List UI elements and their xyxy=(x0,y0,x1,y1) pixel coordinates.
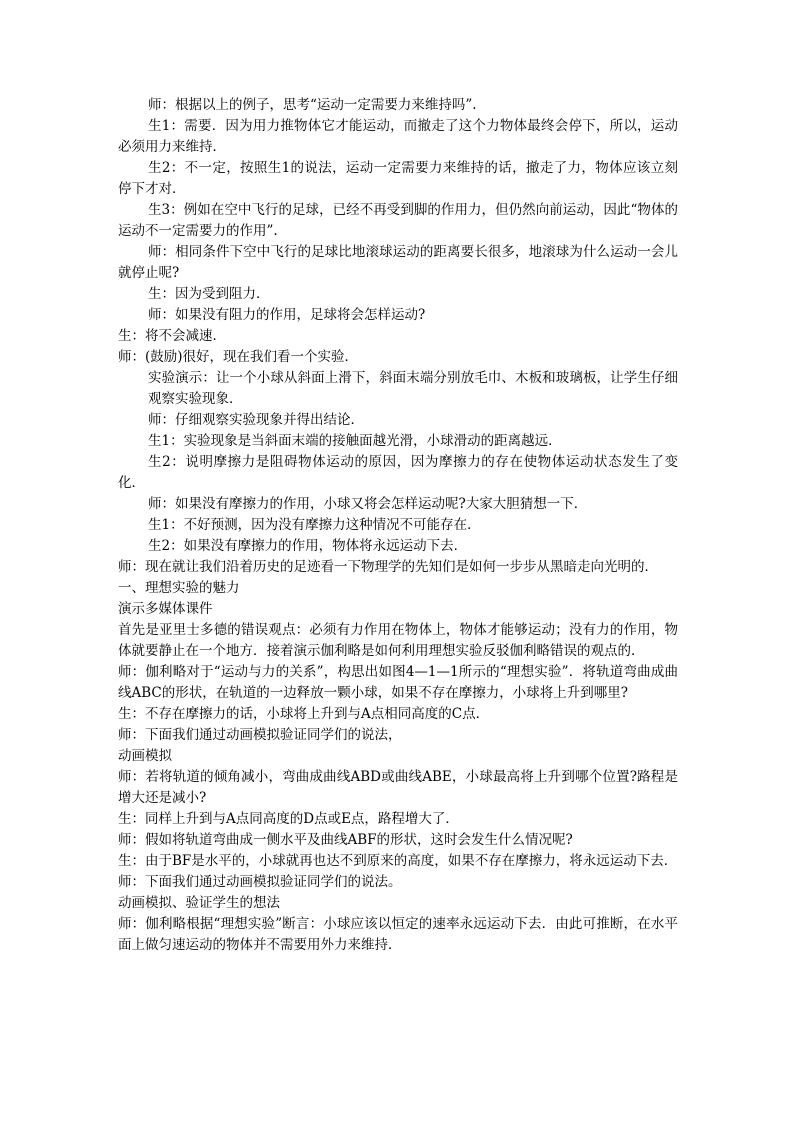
paragraph: 生2：不一定，按照生1的说法，运动一定需要力来维持的话，撤走了力，物体应该立刻停下才对． xyxy=(118,160,678,197)
paragraph: 生：同样上升到与A点同高度的D点或E点，路程增大了． xyxy=(118,811,459,827)
document-body xyxy=(118,95,678,956)
paragraph: 生2：说明摩擦力是阻碍物体运动的原因，因为摩擦力的存在使物体运动状态发生了变化． xyxy=(118,454,678,491)
paragraph: 师：如果没有阻力的作用，足球将会怎样运动? xyxy=(148,307,426,323)
paragraph: 动画模拟 xyxy=(118,748,172,764)
section-heading: 一、理想实验的魅力 xyxy=(118,580,240,596)
paragraph: 动画模拟、验证学生的想法 xyxy=(118,895,280,911)
paragraph: 生：将不会减速． xyxy=(118,328,226,344)
paragraph: 师：仔细观察实验现象并得出结论． xyxy=(148,412,364,428)
paragraph: 师：若将轨道的倾角减小，弯曲成曲线ABD或曲线ABE，小球最高将上升到哪个位置?路程是增大还是减小? xyxy=(118,769,678,806)
paragraph: 师：根据以上的例子，思考“运动一定需要力来维持吗”. xyxy=(148,97,477,113)
paragraph: 演示多媒体课件 xyxy=(118,601,213,617)
paragraph: 师：相同条件下空中飞行的足球比地滚球运动的距离要长很多，地滚球为什么运动一会儿就停止呢? xyxy=(118,244,678,281)
paragraph: 师：假如将轨道弯曲成一侧水平及曲线ABF的形状，这时会发生什么情况呢? xyxy=(118,832,573,848)
paragraph: 生1：需要．因为用力推物体它才能运动，而撤走了这个力物体最终会停下，所以，运动必须用力来维持． xyxy=(118,118,678,155)
paragraph: 生1：不好预测，因为没有摩擦力这种情况不可能存在． xyxy=(148,517,481,533)
paragraph: 师：(鼓励)很好，现在我们看一个实验． xyxy=(118,349,359,365)
paragraph: 生：不存在摩擦力的话，小球将上升到与A点相同高度的C点． xyxy=(118,706,490,722)
paragraph: 生1：实验现象是当斜面末端的接触面越光滑，小球滑动的距离越远． xyxy=(148,433,562,449)
paragraph: 生：由于BF是水平的，小球就再也达不到原来的高度，如果不存在摩擦力，将永远运动下去． xyxy=(118,853,678,869)
paragraph: 师：伽利略根据“理想实验”断言：小球应该以恒定的速率永远运动下去．由此可推断，在水平面上做匀速运动的物体并不需要用外力来维持． xyxy=(118,916,678,953)
paragraph: 师：下面我们通过动画模拟验证同学们的说法。 xyxy=(118,874,402,890)
paragraph: 师：如果没有摩擦力的作用，小球又将会怎样运动呢?大家大胆猜想一下． xyxy=(148,496,588,512)
paragraph: 生3：例如在空中飞行的足球，已经不再受到脚的作用力，但仍然向前运动，因此“物体的运动不一定需要力的作用”. xyxy=(118,202,678,239)
paragraph: 实验演示：让一个小球从斜面上滑下，斜面末端分别放毛巾、木板和玻璃板，让学生仔细观察实验现象． xyxy=(148,370,678,407)
paragraph: 生：因为受到阻力． xyxy=(148,286,270,302)
paragraph: 师：下面我们通过动画模拟验证同学们的说法， xyxy=(118,727,402,743)
paragraph: 生2：如果没有摩擦力的作用，物体将永远运动下去． xyxy=(148,538,468,554)
paragraph: 首先是亚里士多德的错误观点：必须有力作用在物体上，物体才能够运动；没有力的作用，物体就要静止在一个地方．接着演示伽利略是如何利用理想实验反驳伽利略错误的观点的． xyxy=(118,622,678,659)
paragraph: 师：现在就让我们沿着历史的足迹看一下物理学的先知们是如何一步步从黑暗走向光明的． xyxy=(118,559,658,575)
paragraph: 师：伽利略对于“运动与力的关系”，构思出如图4—1—1所示的“理想实验”．将轨道弯曲成曲线ABC的形状，在轨道的一边释放一颗小球，如果不存在摩擦力，小球将上升到哪里? xyxy=(118,664,678,701)
